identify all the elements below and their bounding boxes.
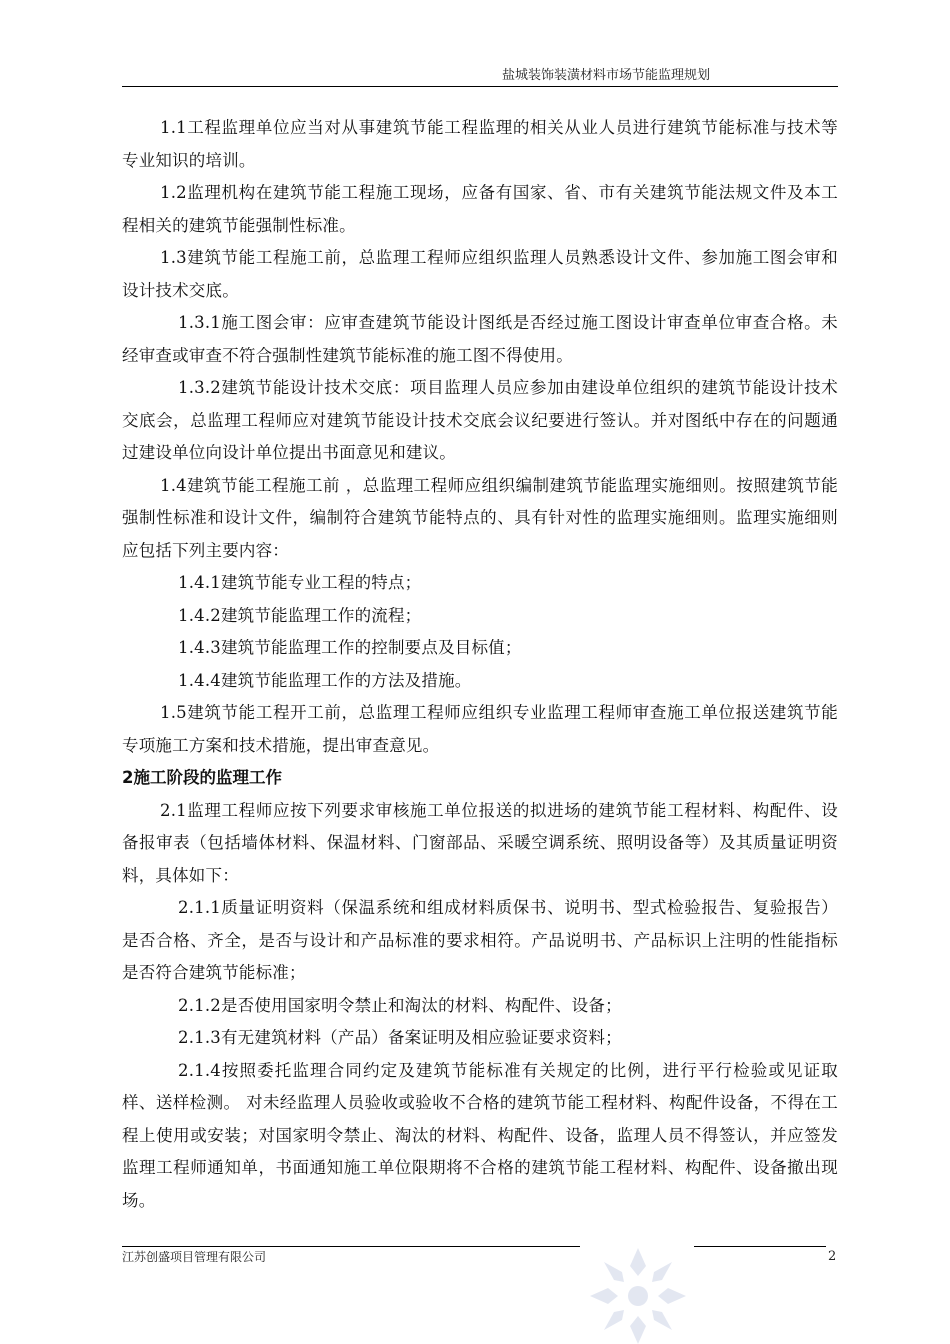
paragraph-1-4: 1.4建筑节能工程施工前 ，总监理工程师应组织编制建筑节能监理实施细则。按照建筑节能强制性标准和设计文件，编制符合建筑节能特点的、具有针对性的监理实施细则。监理实施细则应包括下列主要内容： <box>122 475 838 560</box>
paragraph-2-1-1: 2.1.1质量证明资料（保温系统和组成材料质保书、说明书、型式检验报告、复验报告）是否合格、齐全，是否与设计和产品标准的要求相符。产品说明书、产品标识上注明的性能指标是否符合建筑节能标准； <box>122 898 838 982</box>
paragraph-1-3-2: 1.3.2建筑节能设计技术交底：项目监理人员应参加由建设单位组织的建筑节能设计技术交底会，总监理工程师应对建筑节能设计技术交底会议纪要进行签认。并对图纸中存在的问题通过建设单位向设计单位提出书面意见和建议。 <box>122 378 838 462</box>
footer-company: 江苏创盛项目管理有限公司 <box>122 1250 267 1264</box>
paragraph-1-5: 1.5建筑节能工程开工前，总监理工程师应组织专业监理工程师审查施工单位报送建筑节能专项施工方案和技术措施，提出审查意见。 <box>122 703 838 755</box>
paragraph-1-2: 1.2监理机构在建筑节能工程施工现场，应备有国家、省、市有关建筑节能法规文件及本工程相关的建筑节能强制性标准。 <box>122 183 838 235</box>
paragraph-1-1: 1.1工程监理单位应当对从事建筑节能工程监理的相关从业人员进行建筑节能标准与技术等专业知识的培训。 <box>122 118 838 170</box>
page-number: 2 <box>828 1249 837 1264</box>
footer-rule-left <box>122 1246 580 1247</box>
section-2-heading: 2施工阶段的监理工作 <box>122 768 282 787</box>
paragraph-1-4-3: 1.4.3建筑节能监理工作的控制要点及目标值； <box>178 638 522 657</box>
snowflake-watermark-icon <box>568 1234 708 1344</box>
paragraph-2-1-2: 2.1.2是否使用国家明令禁止和淘汰的材料、构配件、设备； <box>178 995 622 1015</box>
paragraph-1-4-1: 1.4.1建筑节能专业工程的特点； <box>178 573 422 592</box>
header-title: 盐城装饰装潢材料市场节能监理规划 <box>501 68 710 83</box>
paragraph-1-3-1: 1.3.1施工图会审：应审查建筑节能设计图纸是否经过施工图设计审查单位审查合格。未经审查或审查不符合强制性建筑节能标准的施工图不得使用。 <box>122 313 838 365</box>
paragraph-2-1: 2.1监理工程师应按下列要求审核施工单位报送的拟进场的建筑节能工程材料、构配件、设备报审表（包括墙体材料、保温材料、门窗部品、采暖空调系统、照明设备等）及其质量证明资料，具体如下： <box>122 800 838 885</box>
footer-rule-right <box>694 1246 826 1247</box>
paragraph-1-4-2: 1.4.2建筑节能监理工作的流程； <box>178 605 422 625</box>
paragraph-1-3: 1.3建筑节能工程施工前，总监理工程师应组织监理人员熟悉设计文件、参加施工图会审和设计技术交底。 <box>122 248 838 300</box>
header-rule <box>122 86 838 87</box>
paragraph-2-1-4: 2.1.4按照委托监理合同约定及建筑节能标准有关规定的比例，进行平行检验或见证取样、送样检测。 对未经监理人员验收或验收不合格的建筑节能工程材料、构配件设备，不得在工程上使用或安装；对国家明令禁止、淘汰的材料、构配件、设备，监理人员不得签认，并应签发监理工程师通知单，书面通知施工单位限期将不合格的建筑节能工程材料、构配件、设备撤出现场。 <box>122 1060 838 1210</box>
document-body <box>122 112 838 1217</box>
paragraph-2-1-3: 2.1.3有无建筑材料（产品）备案证明及相应验证要求资料； <box>178 1028 622 1047</box>
paragraph-1-4-4: 1.4.4建筑节能监理工作的方法及措施。 <box>178 670 472 690</box>
